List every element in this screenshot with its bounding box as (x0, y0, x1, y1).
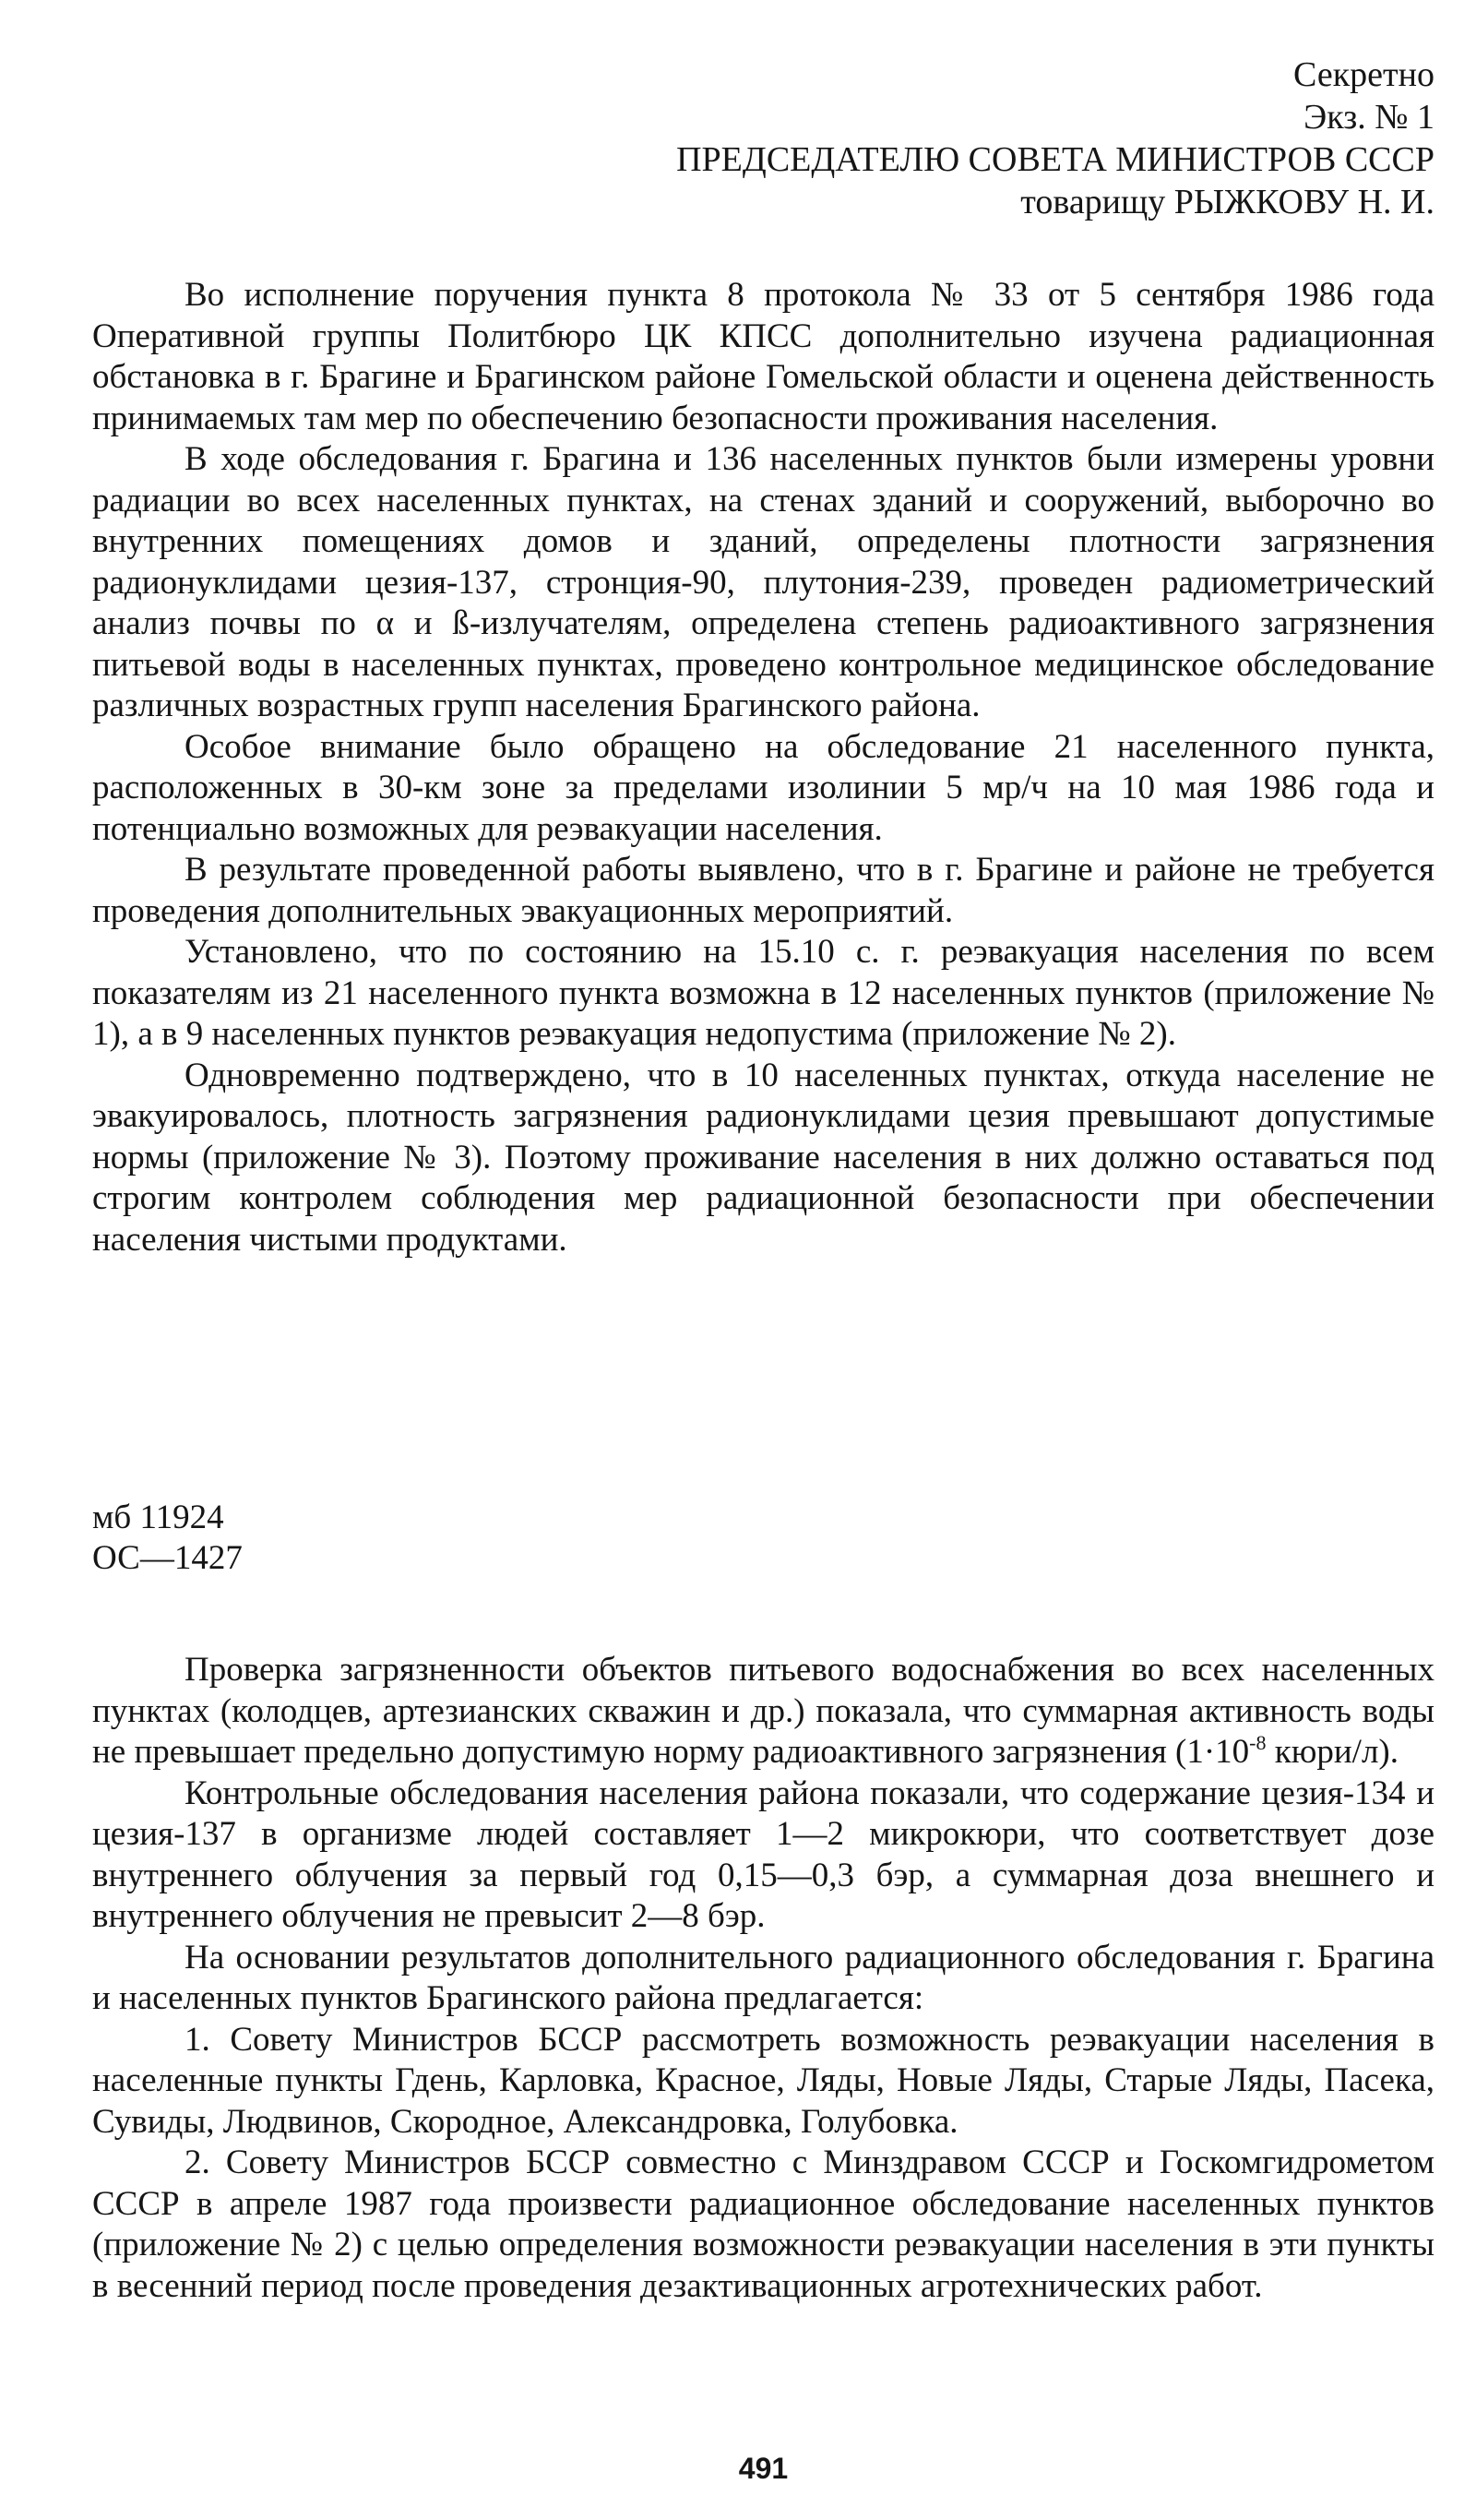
continuation-text-section (92, 1650, 1434, 2307)
paragraph: Во исполнение поручения пункта 8 протокола № 33 от 5 сентября 1986 года Оперативной группы Политбюро ЦК КПСС дополнительно изучена радиационная обстановка в г. Брагине и Брагинском районе Гомельской области и оценена действенность принимаемых там мер по обеспечению безопасности проживания населения. (92, 276, 1434, 437)
paragraph: В результате проведенной работы выявлено, что в г. Брагине и районе не требуется проведения дополнительных эвакуационных мероприятий. (92, 851, 1434, 930)
paragraph: Одновременно подтверждено, что в 10 населенных пунктах, откуда население не эвакуировалось, плотность загрязнения радионуклидами цезия превышают допустимые нормы (приложение № 3). Поэтому проживание населения в них должно оставаться под строгим контролем соблюдения мер радиационной безопасности при обеспечении населения чистыми продуктами. (92, 1056, 1434, 1259)
addressee-name: товарищу РЫЖКОВУ Н. И. (1020, 183, 1434, 221)
registration-code: мб 11924 (92, 1499, 224, 1536)
paragraph-water-check (92, 1650, 1434, 1774)
paragraph: 2. Совету Министров БССР совместно с Минздравом СССР и Госкомгидрометом СССР в апреле 1987 года произвести радиационное обследование населенных пунктов (приложение № 2) с целью определения возможности реэвакуации населения в эти пункты в весенний период после проведения дезактивационных агротехнических работ. (92, 2144, 1434, 2305)
registration-code: ОС—1427 (92, 1539, 243, 1577)
paragraph: 1. Совету Министров БССР рассмотреть возможность реэвакуации населения в населенные пункты Гдень, Карловка, Красное, Ляды, Новые Ляды, Старые Ляды, Пасека, Сувиды, Людвинов, Скородное, Александровка, Голубовка. (92, 2020, 1434, 2141)
registration-codes (92, 1498, 243, 1579)
page-number: 491 (738, 2452, 789, 2485)
paragraph: Установлено, что по состоянию на 15.10 с. г. реэвакуация населения по всем показателям из 21 населенного пункта возможна в 12 населенных пунктов (приложение № 1), а в 9 населенных пунктов реэвакуация недопустима (приложение № 2). (92, 933, 1434, 1053)
paragraph: На основании результатов дополнительного радиационного обследования г. Брагина и населенных пунктов Брагинского района предлагается: (92, 1938, 1434, 2017)
text-fragment: Проверка загрязненности объектов питьевого водоснабжения во всех населенных пунктах (колодцев, артезианских скважин и др.) показала, что суммарная активность воды не превышает предельно допустимую норму радиоактивного загрязнения (1·10 (92, 1651, 1434, 1771)
letter-header (92, 54, 1434, 223)
copy-number: Экз. № 1 (1303, 98, 1434, 137)
addressee-title: ПРЕДСЕДАТЕЛЮ СОВЕТА МИНИСТРОВ СССР (676, 140, 1434, 179)
paragraph: Контрольные обследования населения района показали, что содержание цезия-134 и цезия-137 в организме людей составляет 1—2 микрокюри, что соответствует дозе внутреннего облучения за первый год 0,15—0,3 бэр, а суммарная доза внешнего и внутреннего облучения не превысит 2—8 бэр. (92, 1774, 1434, 1935)
text-fragment: кюри/л). (1266, 1733, 1399, 1771)
classification-mark: Секретно (1293, 55, 1434, 94)
main-text-section (92, 275, 1434, 1260)
paragraph: В ходе обследования г. Брагина и 136 населенных пунктов были измерены уровни радиации во всех населенных пунктах, на стенах зданий и сооружений, выборочно во внутренних помещениях домов и зданий, определены плотности загрязнения радионуклидами цезия-137, стронция-90, плутония-239, проведен радиометрический анализ почвы по α и ß-излучателям, определена степень радиоактивного загрязнения питьевой воды в населенных пунктах, проведено контрольное медицинское обследование различных возрастных групп населения Брагинского района. (92, 440, 1434, 724)
exponent: -8 (1249, 1731, 1267, 1754)
paragraph: Особое внимание было обращено на обследование 21 населенного пункта, расположенных в 30-км зоне за пределами изолинии 5 мр/ч на 10 мая 1986 года и потенциально возможных для реэвакуации населения. (92, 727, 1434, 848)
